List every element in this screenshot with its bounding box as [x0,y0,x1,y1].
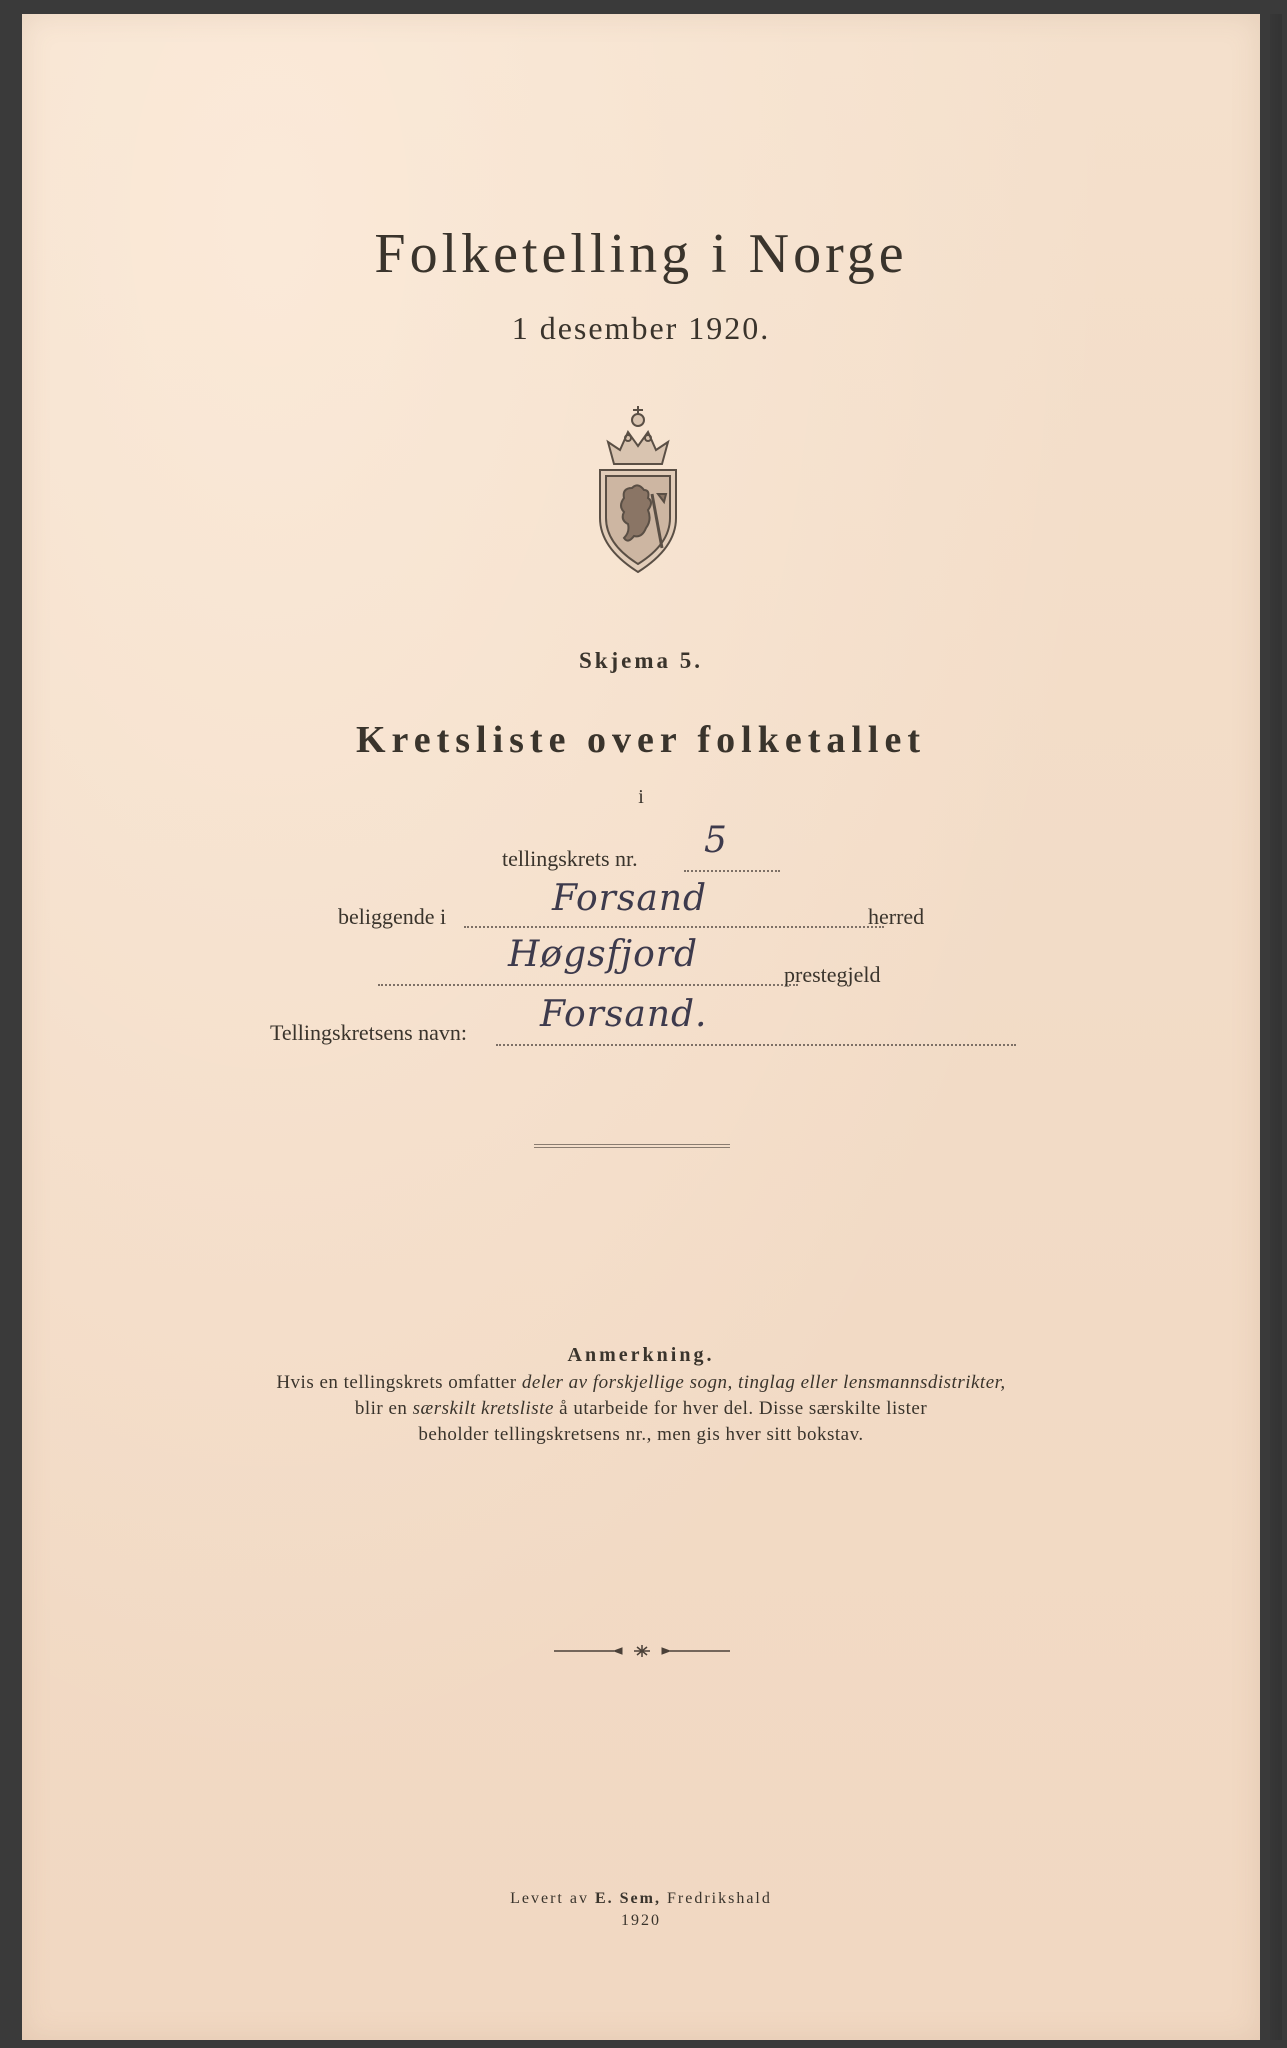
prestegjeld-dotted-line [378,984,798,986]
document-title: Folketelling i Norge [374,223,908,285]
form-heading: Kretsliste over folketallet [355,719,927,761]
beliggende-label: beliggende i [338,904,447,929]
kretsnavn-dotted-line [496,1044,1016,1046]
section-divider [534,1144,730,1148]
tellingskrets-value: 5 [704,820,728,861]
kretsnavn-value: Forsand. [540,994,708,1035]
tellingskrets-label: tellingskrets nr. [502,846,638,871]
note-heading: Anmerkning. [567,1344,715,1366]
norwegian-coat-of-arms-icon [578,398,698,578]
note-line-3: beholder tellingskretsens nr., men gis hver sitt bokstav. [418,1424,864,1445]
paper-fold [1270,14,1282,2040]
beliggende-value: Forsand [552,878,708,919]
note-line-2: blir en særskilt kretsliste å utarbeide for hver del. Disse særskilte lister [354,1398,928,1419]
herred-label: herred [868,904,925,929]
document-date: 1 desember 1920. [511,310,771,346]
prestegjeld-label: prestegjeld [784,962,881,987]
kretsnavn-label: Tellingskretsens navn: [270,1020,468,1045]
connector-word: i [638,786,644,808]
prestegjeld-value: Høgsfjord [508,934,699,975]
printer-imprint: Levert av E. Sem, Fredrikshald [510,1890,772,1907]
note-line-1: Hvis en tellingskrets omfatter deler av forskjellige sogn, tinglag eller lensmannsdistrikter, [276,1372,1006,1393]
beliggende-dotted-line [464,926,884,928]
census-form-page [22,14,1260,2040]
ornament-divider-icon [554,1644,730,1658]
print-year: 1920 [621,1912,661,1929]
tellingskrets-dotted-line [684,870,780,872]
schema-number: Skjema 5. [578,648,704,673]
